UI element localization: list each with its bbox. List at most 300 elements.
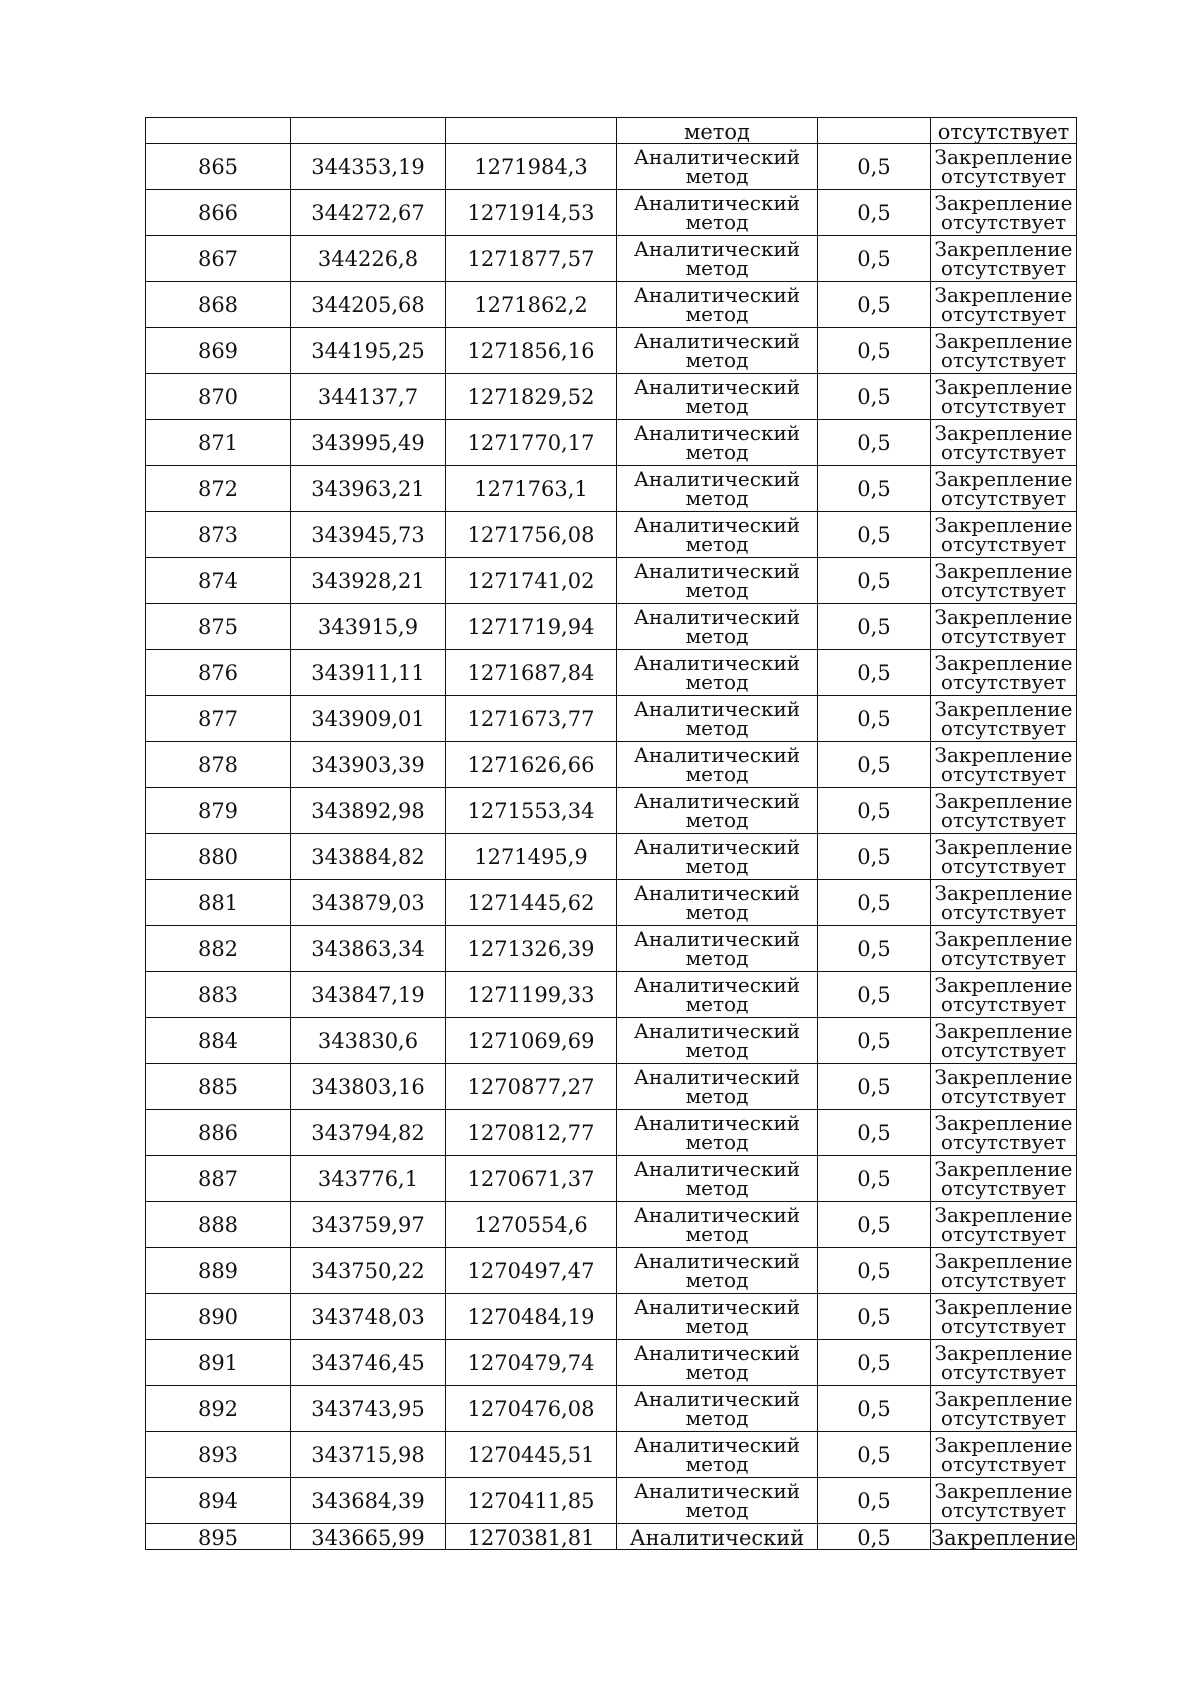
cell-method-line-2: метод xyxy=(685,1451,749,1476)
cell-error: 0,5 xyxy=(818,1386,931,1432)
table-row xyxy=(146,1386,1077,1432)
cell-method-line-1: Аналитический xyxy=(633,972,801,997)
cell-y: 1270497,47 xyxy=(446,1248,617,1294)
cell-fixing xyxy=(931,1156,1077,1202)
cell-x: 343879,03 xyxy=(291,880,446,926)
cell-method-line-2: метод xyxy=(685,761,749,786)
cell-x: 343743,95 xyxy=(291,1386,446,1432)
cell-fixing xyxy=(931,972,1077,1018)
cell-method-line-2: метод xyxy=(685,945,749,970)
cell-fixing-line-2: отсутствует xyxy=(940,577,1067,602)
cell-fixing xyxy=(931,558,1077,604)
cell-x: 343903,39 xyxy=(291,742,446,788)
cell-method-line-1: Аналитический xyxy=(633,696,801,721)
cell-y: 1270445,51 xyxy=(446,1432,617,1478)
cell-method-line-1: Аналитический xyxy=(633,236,801,261)
cell-point-number: 894 xyxy=(146,1478,291,1524)
cell-method xyxy=(617,374,818,420)
cell-x: 343945,73 xyxy=(291,512,446,558)
cell-method: Аналитический xyxy=(617,1524,818,1550)
cell-fixing-line-1: Закрепление xyxy=(934,1064,1073,1089)
cell-point-number: 876 xyxy=(146,650,291,696)
cell-fixing xyxy=(931,1110,1077,1156)
cell-fixing xyxy=(931,650,1077,696)
cell-x: 343928,21 xyxy=(291,558,446,604)
cell-point-number: 895 xyxy=(146,1524,291,1550)
cell-x: 344353,19 xyxy=(291,144,446,190)
cell-method-line-2: метод xyxy=(685,1175,749,1200)
cell-fixing: отсутствует xyxy=(931,118,1077,144)
cell-method xyxy=(617,328,818,374)
cell-x: 344205,68 xyxy=(291,282,446,328)
cell-x: 343794,82 xyxy=(291,1110,446,1156)
cell-method xyxy=(617,1386,818,1432)
table-row xyxy=(146,328,1077,374)
table-body xyxy=(146,118,1077,1550)
cell-fixing-line-2: отсутствует xyxy=(940,1359,1067,1384)
cell-method-line-1: Аналитический xyxy=(633,1018,801,1043)
cell-fixing-line-1: Закрепление xyxy=(934,1478,1073,1503)
cell-fixing xyxy=(931,742,1077,788)
cell-point-number xyxy=(146,118,291,144)
cell-method-line-2: метод xyxy=(685,1497,749,1522)
cell-method xyxy=(617,1064,818,1110)
cell-method-line-2: метод xyxy=(685,301,749,326)
cell-error: 0,5 xyxy=(818,1110,931,1156)
cell-method-line-2: метод xyxy=(685,1313,749,1338)
cell-error: 0,5 xyxy=(818,374,931,420)
cell-fixing-line-2: отсутствует xyxy=(940,715,1067,740)
cell-point-number: 887 xyxy=(146,1156,291,1202)
cell-x: 343746,45 xyxy=(291,1340,446,1386)
cell-fixing xyxy=(931,1294,1077,1340)
cell-error: 0,5 xyxy=(818,1156,931,1202)
cell-fixing xyxy=(931,1248,1077,1294)
cell-y: 1271326,39 xyxy=(446,926,617,972)
cell-method-line-2: метод xyxy=(685,1359,749,1384)
table-row xyxy=(146,834,1077,880)
cell-method-line-2: метод xyxy=(685,1267,749,1292)
table-row xyxy=(146,604,1077,650)
cell-fixing-line-1: Закрепление xyxy=(934,374,1073,399)
cell-x: 343803,16 xyxy=(291,1064,446,1110)
cell-method xyxy=(617,1018,818,1064)
cell-y: 1271829,52 xyxy=(446,374,617,420)
cell-method-line-1: Аналитический xyxy=(633,1478,801,1503)
cell-point-number: 883 xyxy=(146,972,291,1018)
cell-fixing-line-1: Закрепление xyxy=(934,696,1073,721)
table-row xyxy=(146,236,1077,282)
cell-method-line-2: метод xyxy=(685,991,749,1016)
cell-method xyxy=(617,926,818,972)
cell-y: 1271856,16 xyxy=(446,328,617,374)
cell-y: 1271673,77 xyxy=(446,696,617,742)
cell-y: 1270381,81 xyxy=(446,1524,617,1550)
table-row xyxy=(146,282,1077,328)
cell-fixing-line-2: отсутствует xyxy=(940,1129,1067,1154)
cell-error: 0,5 xyxy=(818,926,931,972)
cell-fixing-line-1: Закрепление xyxy=(934,604,1073,629)
cell-fixing-line-1: Закрепление xyxy=(934,144,1073,169)
cell-y: 1271984,3 xyxy=(446,144,617,190)
cell-error: 0,5 xyxy=(818,282,931,328)
cell-method xyxy=(617,1248,818,1294)
cell-point-number: 867 xyxy=(146,236,291,282)
cell-fixing xyxy=(931,1064,1077,1110)
cell-fixing-line-1: Закрепление xyxy=(934,420,1073,445)
continuation-row xyxy=(146,118,1077,144)
cell-error: 0,5 xyxy=(818,328,931,374)
cell-point-number: 892 xyxy=(146,1386,291,1432)
cell-point-number: 882 xyxy=(146,926,291,972)
cell-y: 1270812,77 xyxy=(446,1110,617,1156)
cell-fixing xyxy=(931,1432,1077,1478)
cell-fixing-line-1: Закрепление xyxy=(934,1432,1073,1457)
cell-fixing-line-2: отсутствует xyxy=(940,853,1067,878)
cell-method-line-1: Аналитический xyxy=(633,328,801,353)
cell-method-line-1: Аналитический xyxy=(633,374,801,399)
cell-method-line-2: метод xyxy=(685,715,749,740)
cell-point-number: 891 xyxy=(146,1340,291,1386)
cell-method xyxy=(617,1432,818,1478)
cell-point-number: 865 xyxy=(146,144,291,190)
cell-method-line-2: метод xyxy=(685,807,749,832)
cell-x: 343847,19 xyxy=(291,972,446,1018)
cell-fixing-line-2: отсутствует xyxy=(940,945,1067,970)
cell-point-number: 893 xyxy=(146,1432,291,1478)
cell-fixing-line-2: отсутствует xyxy=(940,1221,1067,1246)
table-row xyxy=(146,512,1077,558)
cell-y: 1270479,74 xyxy=(446,1340,617,1386)
cell-fixing-line-2: отсутствует xyxy=(940,163,1067,188)
cell-x: 343776,1 xyxy=(291,1156,446,1202)
cell-error: 0,5 xyxy=(818,1294,931,1340)
cell-fixing-line-1: Закрепление xyxy=(934,558,1073,583)
cell-fixing xyxy=(931,512,1077,558)
table-row xyxy=(146,190,1077,236)
cell-method-line-1: Аналитический xyxy=(633,1064,801,1089)
cell-fixing-line-1: Закрепление xyxy=(934,236,1073,261)
cell-y: 1271763,1 xyxy=(446,466,617,512)
cell-method-line-2: метод xyxy=(685,1129,749,1154)
cell-x: 344137,7 xyxy=(291,374,446,420)
cell-fixing-line-2: отсутствует xyxy=(940,1497,1067,1522)
cell-method-line-1: Аналитический xyxy=(633,190,801,215)
cell-method xyxy=(617,1156,818,1202)
cell-y: 1270671,37 xyxy=(446,1156,617,1202)
cell-error: 0,5 xyxy=(818,834,931,880)
cell-method xyxy=(617,788,818,834)
table-row xyxy=(146,1156,1077,1202)
cell-method xyxy=(617,742,818,788)
cell-method-line-2: метод xyxy=(685,1221,749,1246)
cell-fixing-line-2: отсутствует xyxy=(940,1037,1067,1062)
cell-error: 0,5 xyxy=(818,1432,931,1478)
cell-point-number: 872 xyxy=(146,466,291,512)
cell-method-line-1: Аналитический xyxy=(633,788,801,813)
cell-fixing-line-2: отсутствует xyxy=(940,301,1067,326)
cell-method-line-1: Аналитический xyxy=(633,1340,801,1365)
cell-y: 1270411,85 xyxy=(446,1478,617,1524)
table-row xyxy=(146,466,1077,512)
cell-method-line-1: Аналитический xyxy=(633,144,801,169)
cell-fixing-line-1: Закрепление xyxy=(934,1202,1073,1227)
cell-x: 343892,98 xyxy=(291,788,446,834)
cell-method xyxy=(617,558,818,604)
cell-x: 343909,01 xyxy=(291,696,446,742)
cell-fixing xyxy=(931,1386,1077,1432)
cell-fixing-line-1: Закрепление xyxy=(934,328,1073,353)
cell-fixing xyxy=(931,420,1077,466)
cell-point-number: 889 xyxy=(146,1248,291,1294)
table-row xyxy=(146,788,1077,834)
cell-fixing xyxy=(931,466,1077,512)
cell-fixing xyxy=(931,190,1077,236)
cell-method-line-1: Аналитический xyxy=(633,1202,801,1227)
cell-method xyxy=(617,1340,818,1386)
cell-fixing xyxy=(931,926,1077,972)
cell-method-line-1: Аналитический xyxy=(633,650,801,675)
cell-fixing xyxy=(931,834,1077,880)
cell-point-number: 877 xyxy=(146,696,291,742)
cell-fixing xyxy=(931,282,1077,328)
cell-y: 1271862,2 xyxy=(446,282,617,328)
cell-error: 0,5 xyxy=(818,190,931,236)
cell-method xyxy=(617,696,818,742)
cell-method-line-2: метод xyxy=(685,899,749,924)
cell-fixing-line-2: отсутствует xyxy=(940,807,1067,832)
cell-fixing-line-2: отсутствует xyxy=(940,623,1067,648)
cell-y: 1271495,9 xyxy=(446,834,617,880)
cell-method-line-1: Аналитический xyxy=(633,558,801,583)
cell-point-number: 886 xyxy=(146,1110,291,1156)
cell-y: 1271877,57 xyxy=(446,236,617,282)
cell-fixing xyxy=(931,328,1077,374)
cell-x: 343830,6 xyxy=(291,1018,446,1064)
cell-point-number: 871 xyxy=(146,420,291,466)
cell-point-number: 869 xyxy=(146,328,291,374)
cell-method-line-1: Аналитический xyxy=(633,1294,801,1319)
cell-method-line-1: Аналитический xyxy=(633,466,801,491)
cell-x: 343759,97 xyxy=(291,1202,446,1248)
cell-error: 0,5 xyxy=(818,696,931,742)
cell-error: 0,5 xyxy=(818,512,931,558)
cell-x: 343915,9 xyxy=(291,604,446,650)
cell-fixing-line-2: отсутствует xyxy=(940,209,1067,234)
cell-y: 1271687,84 xyxy=(446,650,617,696)
cell-fixing-line-1: Закрепление xyxy=(934,650,1073,675)
table-row xyxy=(146,1110,1077,1156)
cell-fixing-line-2: отсутствует xyxy=(940,347,1067,372)
cell-method-line-1: Аналитический xyxy=(633,926,801,951)
cell-fixing-line-1: Закрепление xyxy=(934,1110,1073,1135)
cell-point-number: 885 xyxy=(146,1064,291,1110)
cell-fixing-line-2: отсутствует xyxy=(940,1175,1067,1200)
cell-point-number: 879 xyxy=(146,788,291,834)
cell-method-line-1: Аналитический xyxy=(633,1248,801,1273)
cell-fixing-line-1: Закрепление xyxy=(934,512,1073,537)
cell-y xyxy=(446,118,617,144)
cell-method xyxy=(617,466,818,512)
cell-point-number: 880 xyxy=(146,834,291,880)
cell-y: 1271626,66 xyxy=(446,742,617,788)
cell-method xyxy=(617,834,818,880)
cell-error: 0,5 xyxy=(818,880,931,926)
cell-method xyxy=(617,512,818,558)
cell-fixing-line-2: отсутствует xyxy=(940,485,1067,510)
cell-fixing-line-1: Закрепление xyxy=(934,1340,1073,1365)
table-row xyxy=(146,1478,1077,1524)
cell-error: 0,5 xyxy=(818,604,931,650)
cell-method xyxy=(617,1110,818,1156)
cell-fixing-line-1: Закрепление xyxy=(934,1156,1073,1181)
table-row xyxy=(146,972,1077,1018)
cell-method-line-1: Аналитический xyxy=(633,834,801,859)
cell-fixing-line-1: Закрепление xyxy=(934,466,1073,491)
cell-error: 0,5 xyxy=(818,466,931,512)
cell-fixing xyxy=(931,236,1077,282)
table-row xyxy=(146,1340,1077,1386)
cell-method xyxy=(617,282,818,328)
cell-method-line-2: метод xyxy=(685,393,749,418)
cell-method-line-2: метод xyxy=(685,255,749,280)
cell-error: 0,5 xyxy=(818,742,931,788)
cell-method-line-2: метод xyxy=(685,347,749,372)
cell-method-line-1: Аналитический xyxy=(633,512,801,537)
cell-fixing-line-2: отсутствует xyxy=(940,1451,1067,1476)
table-row xyxy=(146,1202,1077,1248)
cell-point-number: 866 xyxy=(146,190,291,236)
cell-y: 1271445,62 xyxy=(446,880,617,926)
cell-method: метод xyxy=(617,118,818,144)
cell-fixing-line-1: Закрепление xyxy=(934,880,1073,905)
cell-y: 1271914,53 xyxy=(446,190,617,236)
cell-fixing-line-2: отсутствует xyxy=(940,1405,1067,1430)
cell-fixing-line-2: отсутствует xyxy=(940,531,1067,556)
cell-fixing-line-2: отсутствует xyxy=(940,991,1067,1016)
cell-error: 0,5 xyxy=(818,144,931,190)
cell-y: 1271756,08 xyxy=(446,512,617,558)
cell-point-number: 875 xyxy=(146,604,291,650)
cell-error: 0,5 xyxy=(818,236,931,282)
table-row xyxy=(146,1432,1077,1478)
table-row xyxy=(146,558,1077,604)
cell-fixing-line-1: Закрепление xyxy=(934,1386,1073,1411)
cell-method-line-2: метод xyxy=(685,1083,749,1108)
cell-x: 343963,21 xyxy=(291,466,446,512)
cell-fixing-line-2: отсутствует xyxy=(940,669,1067,694)
cell-fixing xyxy=(931,144,1077,190)
table-row xyxy=(146,742,1077,788)
cell-method xyxy=(617,880,818,926)
table-row xyxy=(146,1248,1077,1294)
cell-method xyxy=(617,650,818,696)
cell-fixing xyxy=(931,1018,1077,1064)
cell-error: 0,5 xyxy=(818,788,931,834)
cell-error: 0,5 xyxy=(818,1202,931,1248)
cell-method xyxy=(617,420,818,466)
cell-method-line-1: Аналитический xyxy=(633,420,801,445)
cell-y: 1271553,34 xyxy=(446,788,617,834)
cell-error: 0,5 xyxy=(818,1524,931,1550)
cell-method-line-1: Аналитический xyxy=(633,1110,801,1135)
cell-fixing-line-1: Закрепление xyxy=(934,1294,1073,1319)
cell-method-line-2: метод xyxy=(685,163,749,188)
cell-error: 0,5 xyxy=(818,1064,931,1110)
cell-y: 1271741,02 xyxy=(446,558,617,604)
cell-x: 343911,11 xyxy=(291,650,446,696)
cell-x: 344226,8 xyxy=(291,236,446,282)
cell-x: 343715,98 xyxy=(291,1432,446,1478)
cell-x: 343665,99 xyxy=(291,1524,446,1550)
cell-fixing-line-2: отсутствует xyxy=(940,761,1067,786)
cell-x: 343863,34 xyxy=(291,926,446,972)
cell-method-line-2: метод xyxy=(685,209,749,234)
cell-fixing-line-2: отсутствует xyxy=(940,899,1067,924)
coordinates-table xyxy=(145,117,1077,1550)
cell-fixing-line-1: Закрепление xyxy=(934,1018,1073,1043)
cell-fixing-line-2: отсутствует xyxy=(940,1267,1067,1292)
cell-y: 1270484,19 xyxy=(446,1294,617,1340)
cell-fixing: Закрепление xyxy=(931,1524,1077,1550)
cell-x: 343748,03 xyxy=(291,1294,446,1340)
cell-y: 1270877,27 xyxy=(446,1064,617,1110)
cell-error: 0,5 xyxy=(818,1478,931,1524)
cell-fixing-line-2: отсутствует xyxy=(940,1313,1067,1338)
cell-x: 343995,49 xyxy=(291,420,446,466)
cell-method xyxy=(617,604,818,650)
table-row xyxy=(146,696,1077,742)
cell-fixing-line-2: отсутствует xyxy=(940,255,1067,280)
cell-x: 343884,82 xyxy=(291,834,446,880)
cell-fixing-line-1: Закрепление xyxy=(934,788,1073,813)
cell-method xyxy=(617,144,818,190)
cell-method-line-2: метод xyxy=(685,1037,749,1062)
cell-method-line-1: Аналитический xyxy=(633,604,801,629)
cell-method-line-2: метод xyxy=(685,1405,749,1430)
cell-point-number: 890 xyxy=(146,1294,291,1340)
cell-fixing xyxy=(931,880,1077,926)
cell-fixing xyxy=(931,788,1077,834)
cell-fixing xyxy=(931,374,1077,420)
cell-fixing xyxy=(931,604,1077,650)
cell-error: 0,5 xyxy=(818,650,931,696)
cell-method-line-1: Аналитический xyxy=(633,880,801,905)
cell-point-number: 878 xyxy=(146,742,291,788)
cell-fixing-line-1: Закрепление xyxy=(934,972,1073,997)
cell-error: 0,5 xyxy=(818,972,931,1018)
table-row xyxy=(146,650,1077,696)
cell-method xyxy=(617,190,818,236)
cell-method-line-1: Аналитический xyxy=(633,1432,801,1457)
table-row-partial xyxy=(146,1524,1077,1550)
cell-y: 1271719,94 xyxy=(446,604,617,650)
cell-error: 0,5 xyxy=(818,1248,931,1294)
table-row xyxy=(146,144,1077,190)
cell-fixing-line-1: Закрепление xyxy=(934,282,1073,307)
table-row xyxy=(146,1294,1077,1340)
cell-y: 1270476,08 xyxy=(446,1386,617,1432)
cell-error: 0,5 xyxy=(818,558,931,604)
cell-fixing xyxy=(931,1340,1077,1386)
cell-method xyxy=(617,972,818,1018)
cell-method xyxy=(617,1294,818,1340)
cell-x: 343684,39 xyxy=(291,1478,446,1524)
cell-y: 1271770,17 xyxy=(446,420,617,466)
table-row xyxy=(146,374,1077,420)
cell-y: 1271199,33 xyxy=(446,972,617,1018)
cell-x: 344272,67 xyxy=(291,190,446,236)
